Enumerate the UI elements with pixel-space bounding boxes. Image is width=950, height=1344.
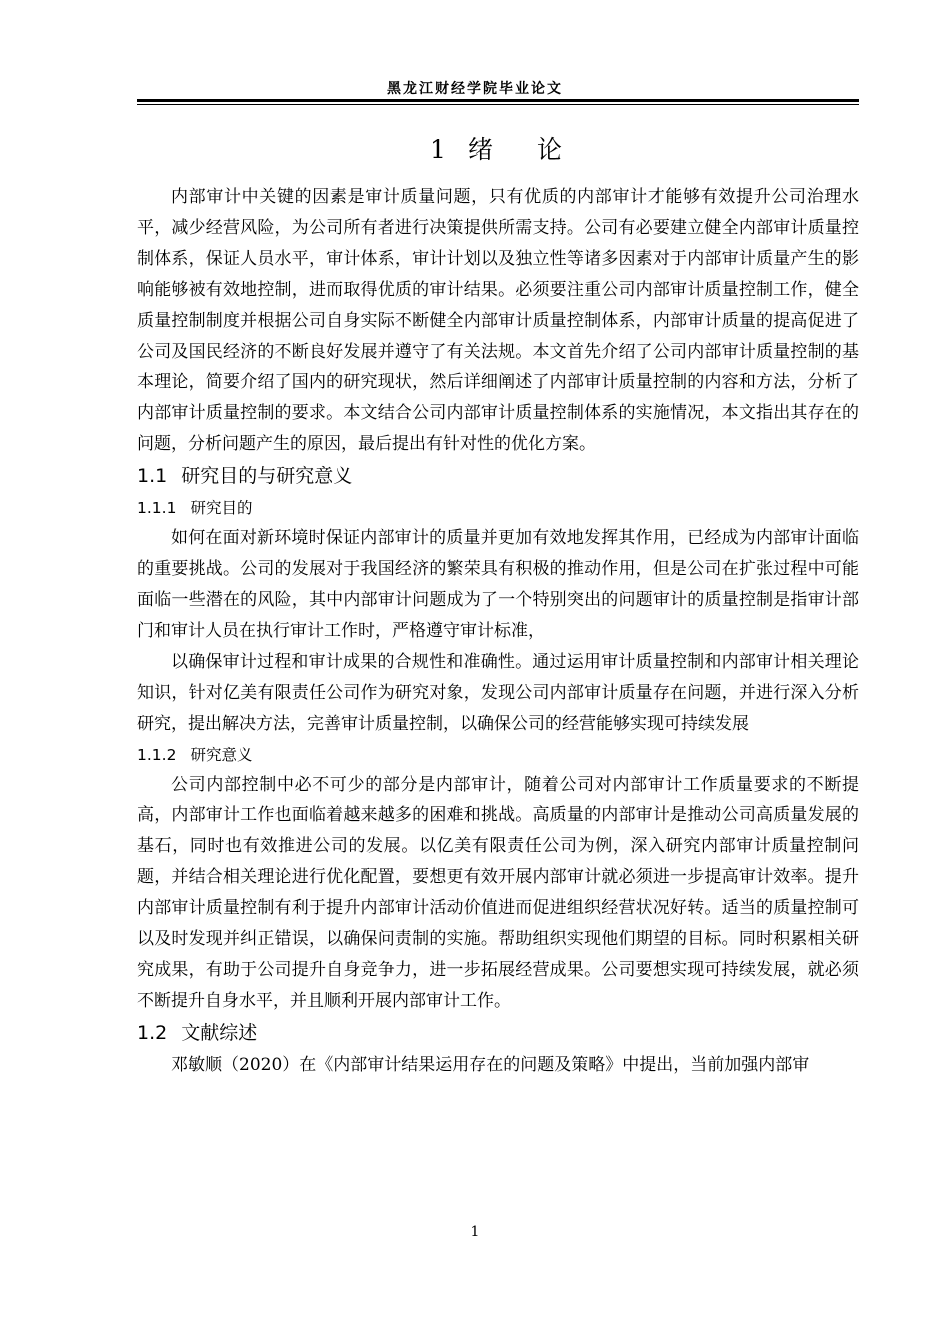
section-title: 研究目的与研究意义 <box>181 465 353 488</box>
subsection-title: 研究意义 <box>190 745 253 764</box>
section-title: 文献综述 <box>181 1021 258 1044</box>
header-rule-thick <box>137 99 859 102</box>
paragraph: 以确保审计过程和审计成果的合规性和准确性。通过运用审计质量控制和内部审计相关理论知识，针对亿美有限责任公司作为研究对象，发现公司内部审计质量存在问题，并进行深入分析研究，提出解决方法，完善审计质量控制，以确保公司的经营能够实现可持续发展 <box>137 651 859 734</box>
chapter-title-char-2: 论 <box>536 135 566 164</box>
paragraph: 如何在面对新环境时保证内部审计的质量并更加有效地发挥其作用，已经成为内部审计面临的重要挑战。公司的发展对于我国经济的繁荣具有积极的推动作用，但是公司在扩张过程中可能面临一些潜在的风险，其中内部审计问题成为了一个特别突出的问题审计的质量控制是指审计部门和审计人员在执行审计工作时，严格遵守审计标准， <box>137 528 859 641</box>
paragraph: 邓敏顺（2020）在《内部审计结果运用存在的问题及策略》中提出，当前加强内部审 <box>171 1054 810 1075</box>
section-heading-1-2 <box>137 1017 859 1050</box>
paragraph: 公司内部控制中必不可少的部分是内部审计，随着公司对内部审计工作质量要求的不断提高，内部审计工作也面临着越来越多的困难和挑战。高质量的内部审计是推动公司高质量发展的基石，同时也有效推进公司的发展。以亿美有限责任公司为例，深入研究内部审计质量控制问题，并结合相关理论进行优化配置，要想更有效开展内部审计就必须进一步提高审计效率。提升内部审计质量控制有利于提升内部审计活动价值进而促进组织经营状况好转。适当的质量控制可以及时发现并纠正错误，以确保问责制的实施。帮助组织实现他们期望的目标。同时积累相关研究成果，有助于公司提升自身竞争力，进一步拓展经营成果。公司要想实现可持续发展，就必须不断提升自身水平，并且顺利开展内部审计工作。 <box>137 774 859 1011</box>
running-header: 黑龙江财经学院毕业论文 <box>387 81 563 97</box>
intro-paragraph: 内部审计中关键的因素是审计质量问题，只有优质的内部审计才能够有效提升公司治理水平，减少经营风险，为公司所有者进行决策提供所需支持。公司有必要建立健全内部审计质量控制体系，保证人员水平，审计体系，审计计划以及独立性等诸多因素对于内部审计质量产生的影响能够被有效地控制，进而取得优质的审计结果。必须要注重公司内部审计质量控制工作，健全质量控制制度并根据公司自身实际不断健全内部审计质量控制体系，内部审计质量的提高促进了公司及国民经济的不断良好发展并遵守了有关法规。本文首先介绍了公司内部审计质量控制的基本理论，简要介绍了国内的研究现状，然后详细阐述了内部审计质量控制的内容和方法，分析了内部审计质量控制的要求。本文结合公司内部审计质量控制体系的实施情况，本文指出其存在的问题，分析问题产生的原因，最后提出有针对性的优化方案。 <box>137 187 859 455</box>
subsection-number: 1.1.2 <box>137 745 177 764</box>
page-content <box>137 128 859 1081</box>
header-rule-thin <box>137 104 859 105</box>
chapter-number: 1 <box>430 135 450 164</box>
section-heading-1-1 <box>137 460 859 493</box>
section-number: 1.1 <box>137 465 168 488</box>
chapter-title-char-1: 绪 <box>467 135 497 164</box>
page-number: 1 <box>470 1224 480 1240</box>
section-number: 1.2 <box>137 1021 168 1044</box>
chapter-title <box>137 128 859 172</box>
subsection-heading-1-1-1 <box>137 493 859 523</box>
subsection-heading-1-1-2 <box>137 740 859 770</box>
subsection-number: 1.1.1 <box>137 499 177 518</box>
subsection-title: 研究目的 <box>190 499 253 518</box>
